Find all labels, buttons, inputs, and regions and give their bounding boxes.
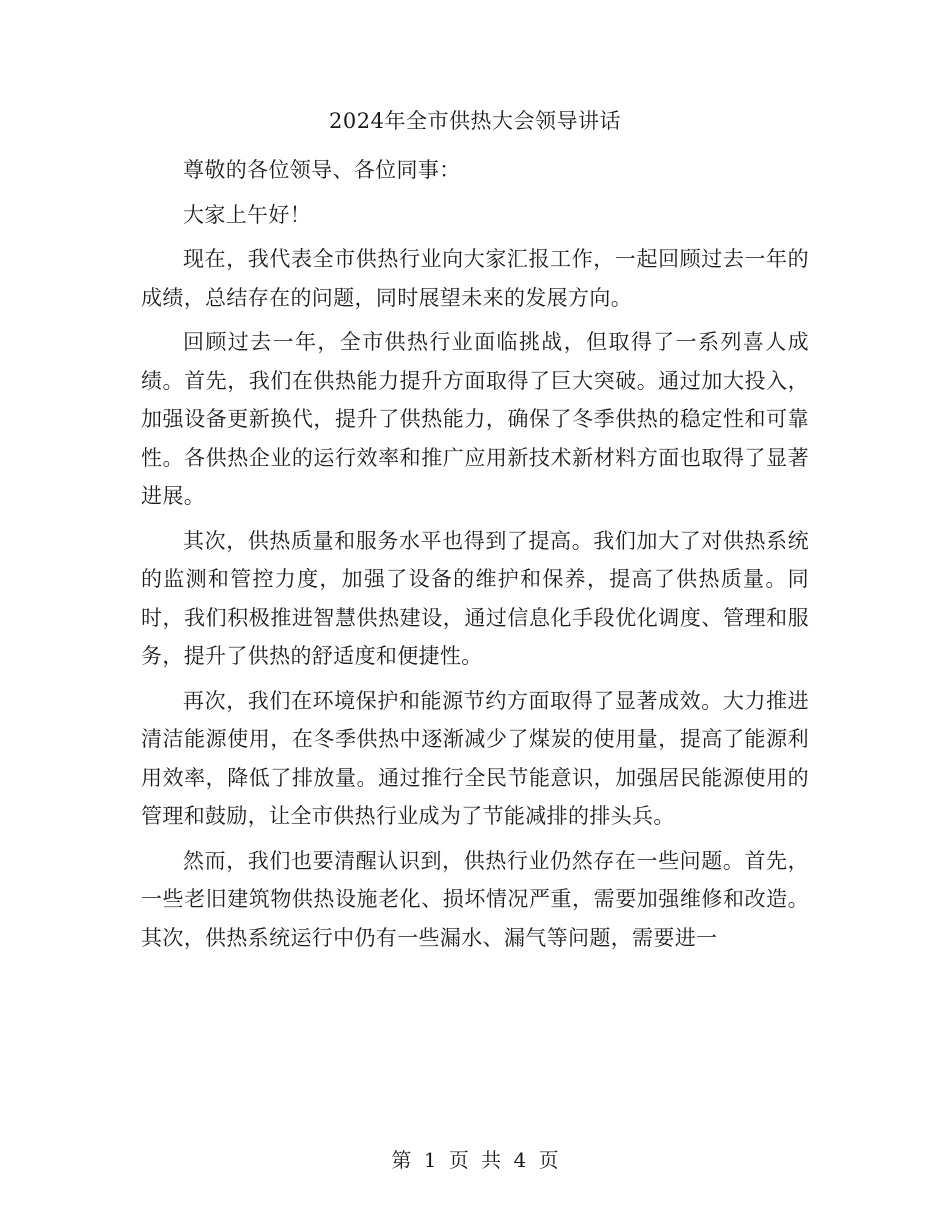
total-pages-prefix: 共 xyxy=(481,1148,502,1172)
document-title: 2024年全市供热大会领导讲话 xyxy=(329,109,621,133)
page-footer xyxy=(0,1146,950,1174)
page-number-word: 页 xyxy=(448,1148,469,1172)
body-paragraph: 其次，供热质量和服务水平也得到了提高。我们加大了对供热系统的监测和管控力度，加强了设备的维护和保养，提高了供热质量。同时，我们积极推进智慧供热建设，通过信息化手段优化调度、管理和服务，提升了供热的舒适度和便捷性。 xyxy=(141,528,809,668)
body-paragraph: 回顾过去一年，全市供热行业面临挑战，但取得了一系列喜人成绩。首先，我们在供热能力提升方面取得了巨大突破。通过加大投入，加强设备更新换代，提升了供热能力，确保了冬季供热的稳定性和可靠性。各供热企业的运行效率和推广应用新技术新材料方面也取得了显著进展。 xyxy=(141,330,809,508)
current-page-number: 1 xyxy=(423,1148,437,1172)
greeting-paragraph: 大家上午好！ xyxy=(183,202,312,227)
body-paragraph: 然而，我们也要清醒认识到，供热行业仍然存在一些问题。首先，一些老旧建筑物供热设施老化、损坏情况严重，需要加强维修和改造。其次，供热系统运行中仍有一些漏水、漏气等问题，需要进一 xyxy=(141,848,809,950)
body-paragraph: 现在，我代表全市供热行业向大家汇报工作，一起回顾过去一年的成绩，总结存在的问题，同时展望未来的发展方向。 xyxy=(141,247,809,310)
document-body xyxy=(141,151,809,963)
total-pages-suffix: 页 xyxy=(538,1148,559,1172)
body-paragraph: 再次，我们在环境保护和能源节约方面取得了显著成效。大力推进清洁能源使用，在冬季供热中逐渐减少了煤炭的使用量，提高了能源利用效率，降低了排放量。通过推行全民节能意识，加强居民能源使用的管理和鼓励，让全市供热行业成为了节能减排的排头兵。 xyxy=(141,688,809,828)
total-pages-number: 4 xyxy=(513,1148,527,1172)
page-number-prefix: 第 xyxy=(391,1148,412,1172)
salutation-paragraph: 尊敬的各位领导、各位同事： xyxy=(183,158,461,182)
